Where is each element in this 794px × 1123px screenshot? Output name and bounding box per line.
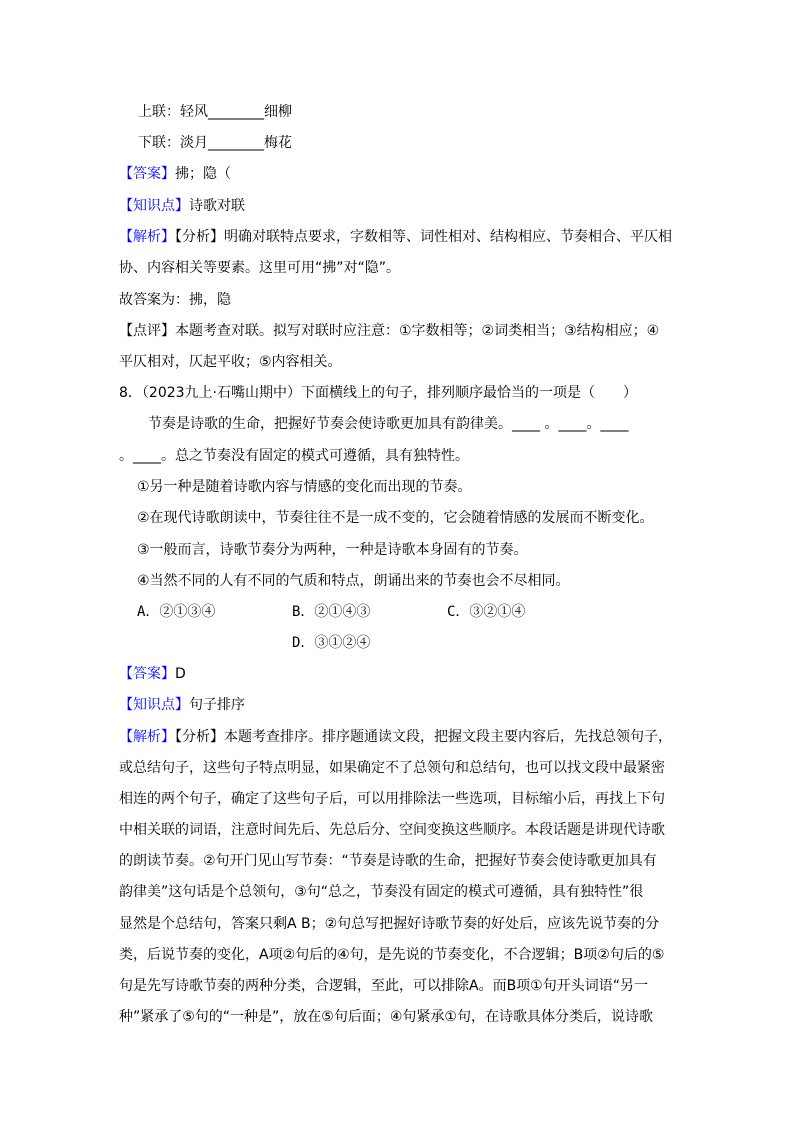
q7-final-answer: 故答案为：拂，隐: [119, 292, 231, 308]
q8-analysis-line: 或总结句子，这些句子特点明显，如果确定不了总领句和总结句，也可以找文段中最紧密: [119, 760, 665, 776]
q7-upper-couplet: 上联：轻风________细柳: [138, 104, 292, 120]
q8-sentence-3: ③一般而言，诗歌节奏分为两种，一种是诗歌本身固有的节奏。: [137, 542, 528, 558]
q8-sentence-1: ①另一种是随着诗歌内容与情感的变化而出现的节奏。: [137, 479, 472, 495]
q8-analysis-line: 类，后说节奏的变化，A项②句后的④句，是先说的节奏变化，不合逻辑；B项②句后的⑤: [119, 947, 665, 963]
q8-analysis-line: 句是先写诗歌节奏的两种分类，合逻辑，至此，可以排除A。而B项①句开头词语“另一: [119, 978, 648, 994]
q7-analysis-line: 协、内容相关等要素。这里可用“拂”对“隐”。: [119, 260, 401, 276]
q8-analysis-line: 韵律美”这句话是个总领句，③句“总之，节奏没有固定的模式可遵循，具有独特性”很: [119, 884, 644, 900]
q8-analysis-line: [119, 727, 672, 747]
q7-answer: [119, 164, 231, 184]
q8-analysis-line: 显然是个总结句，答案只剩A B；②句总写把握好诗歌节奏的好处后，应该先说节奏的分: [119, 916, 660, 932]
answer-text: 拂；隐（: [175, 166, 231, 182]
q7-comment-line: 平仄相对，仄起平收；⑤内容相关。: [119, 354, 342, 370]
q8-passage-line: 。____。总之节奏没有固定的模式可遵循，具有独特性。: [119, 448, 469, 464]
q8-answer: [119, 664, 186, 684]
analysis-text: 【分析】明确对联特点要求，字数相等、词性相对、结构相应、节奏相合、平仄相: [175, 229, 672, 245]
q8-option-b[interactable]: B．②①④③: [292, 604, 371, 620]
analysis-tag: 【解析】: [119, 229, 175, 245]
knowledge-text: 诗歌对联: [189, 198, 245, 214]
q8-option-a[interactable]: A．②①③④: [137, 604, 216, 620]
q8-option-c[interactable]: C．③②①④: [447, 604, 526, 620]
analysis-text: 【分析】本题考查排序。排序题通读文段，把握文段主要内容后，先找总领句子，: [175, 729, 672, 745]
q7-analysis-line: [119, 227, 672, 247]
knowledge-text: 句子排序: [189, 697, 245, 713]
q8-analysis-line: 种”紧承了⑤句的“一种是”，放在⑤句后面；④句紧承①句，在诗歌具体分类后，说诗歌: [119, 1009, 653, 1025]
q7-lower-couplet: 下联：淡月________梅花: [138, 135, 292, 151]
knowledge-tag: 【知识点】: [119, 198, 189, 214]
q8-sentence-2: ②在现代诗歌朗读中，节奏往往不是一成不变的，它会随着情感的发展而不断变化。: [137, 510, 654, 526]
q7-knowledge-point: [119, 196, 245, 216]
q8-analysis-line: 中相关联的词语，注意时间先后、先总后分、空间变换这些顺序。本段话题是讲现代诗歌: [119, 822, 665, 838]
q8-stem: 8．（2023九上·石嘴山期中）下面横线上的句子，排列顺序最恰当的一项是（ ）: [119, 385, 637, 401]
q8-analysis-line: 的朗读节奏。②句开门见山写节奏：“节奏是诗歌的生命，把握好节奏会使诗歌更加具有: [119, 853, 657, 869]
q7-comment-line: 【点评】本题考查对联。拟写对联时应注意：①字数相等；②词类相当；③结构相应；④: [119, 323, 660, 339]
q8-option-d[interactable]: D．③①②④: [292, 635, 371, 651]
q8-sentence-4: ④当然不同的人有不同的气质和特点，朗诵出来的节奏也会不尽相同。: [137, 573, 570, 589]
answer-tag: 【答案】: [119, 166, 175, 182]
answer-text: D: [175, 666, 186, 682]
answer-tag: 【答案】: [119, 666, 175, 682]
knowledge-tag: 【知识点】: [119, 697, 189, 713]
q8-passage-line: 节奏是诗歌的生命，把握好节奏会使诗歌更加具有韵律美。____ 。____。____: [148, 416, 629, 432]
q8-analysis-line: 相连的两个句子，确定了这些句子后，可以用排除法一些选项，目标缩小后，再找上下句: [119, 791, 665, 807]
q8-knowledge-point: [119, 695, 245, 715]
analysis-tag: 【解析】: [119, 729, 175, 745]
